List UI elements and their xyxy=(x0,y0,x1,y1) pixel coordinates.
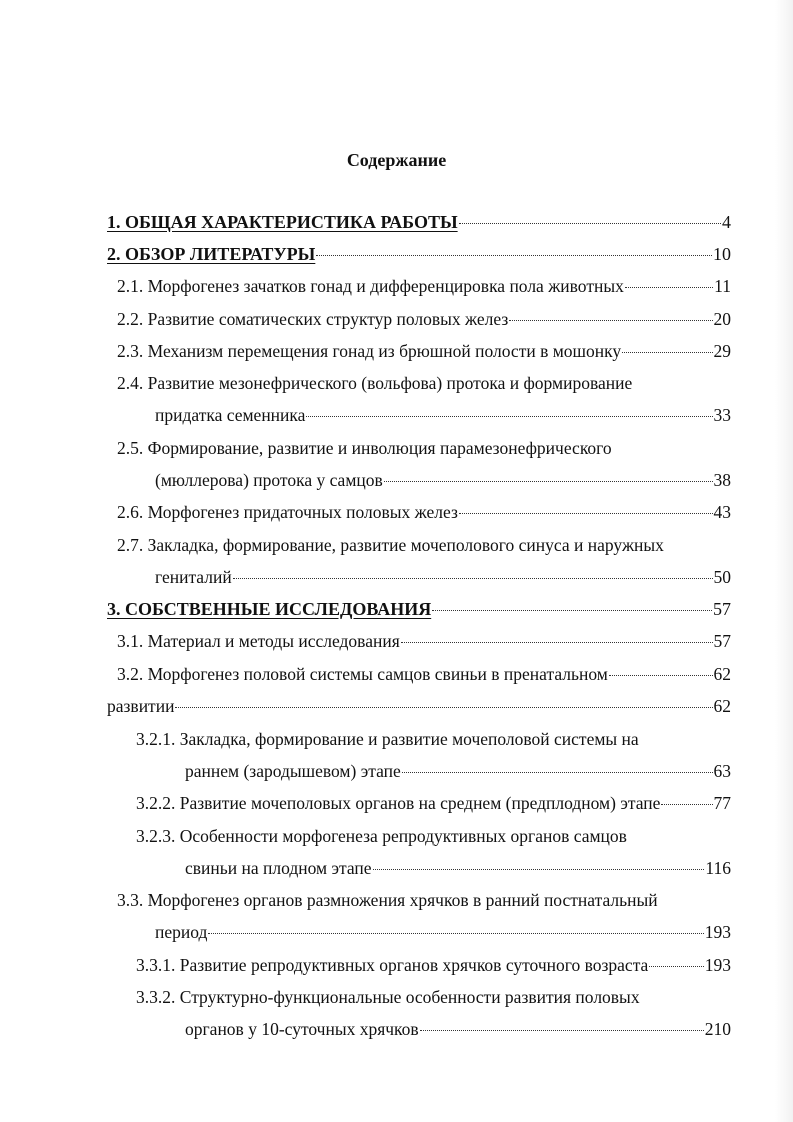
toc-entry: 2.5. Формирование, развитие и инволюция парамезонефрического xyxy=(117,438,612,458)
toc-entry: раннем (зародышевом) этапе 63 xyxy=(185,761,731,781)
toc-entry: 3.3. Морфогенез органов размножения хрячков в ранний постнатальный xyxy=(117,890,658,910)
toc-entry: 3.2.3. Особенности морфогенеза репродуктивных органов самцов xyxy=(136,826,627,846)
leader-dots xyxy=(649,966,703,967)
page-title: Содержание xyxy=(346,150,447,170)
toc-entry: органов у 10-суточных хрячков 210 xyxy=(185,1019,731,1039)
leader-dots xyxy=(432,610,712,611)
leader-dots xyxy=(208,933,703,934)
leader-dots xyxy=(175,707,712,708)
leader-dots xyxy=(622,352,712,353)
leader-dots xyxy=(306,416,712,417)
leader-dots xyxy=(384,481,713,482)
scan-edge-shadow xyxy=(775,0,793,1122)
toc-entry: развитии 62 xyxy=(107,696,731,716)
toc-entry: (мюллерова) протока у самцов 38 xyxy=(155,470,731,490)
leader-dots xyxy=(316,255,712,256)
leader-dots xyxy=(373,869,705,870)
toc-entry: 2.2. Развитие соматических структур половых желез 20 xyxy=(117,309,731,329)
leader-dots xyxy=(459,513,713,514)
toc-entry: 3.3.1. Развитие репродуктивных органов хрячков суточного возраста 193 xyxy=(136,955,731,975)
toc-entry: 2.7. Закладка, формирование, развитие мочеполового синуса и наружных xyxy=(117,535,664,555)
toc-entry: 1. ОБЩАЯ ХАРАКТЕРИСТИКА РАБОТЫ 4 xyxy=(107,212,731,232)
leader-dots xyxy=(233,578,713,579)
toc-entry: придатка семенника 33 xyxy=(155,405,731,425)
toc-entry: 2.6. Морфогенез придаточных половых желез 43 xyxy=(117,502,731,522)
leader-dots xyxy=(661,804,712,805)
leader-dots xyxy=(459,223,721,224)
toc-entry: 2. ОБЗОР ЛИТЕРАТУРЫ 10 xyxy=(107,244,731,264)
leader-dots xyxy=(402,772,713,773)
toc-entry: 2.4. Развитие мезонефрического (вольфова) протока и формирование xyxy=(117,373,633,393)
toc-entry: гениталий 50 xyxy=(155,567,731,587)
toc-entry: 2.1. Морфогенез зачатков гонад и дифференцировка пола животных 11 xyxy=(117,276,731,296)
toc-entry: 3.2. Морфогенез половой системы самцов свиньи в пренатальном 62 xyxy=(117,664,731,684)
toc-entry: свиньи на плодном этапе 116 xyxy=(185,858,731,878)
leader-dots xyxy=(509,320,712,321)
toc-entry: 3.3.2. Структурно-функциональные особенности развития половых xyxy=(136,987,640,1007)
leader-dots xyxy=(625,287,713,288)
toc-entry: 2.3. Механизм перемещения гонад из брюшной полости в мошонку 29 xyxy=(117,341,731,361)
leader-dots xyxy=(420,1030,704,1031)
leader-dots xyxy=(609,675,713,676)
leader-dots xyxy=(401,642,713,643)
toc-entry: 3.2.1. Закладка, формирование и развитие мочеполовой системы на xyxy=(136,729,639,749)
toc-entry: 3.2.2. Развитие мочеполовых органов на среднем (предплодном) этапе 77 xyxy=(136,793,731,813)
toc-entry: 3.1. Материал и методы исследования 57 xyxy=(117,631,731,651)
toc-entry: 3. СОБСТВЕННЫЕ ИССЛЕДОВАНИЯ 57 xyxy=(107,599,731,619)
toc-entry: период 193 xyxy=(155,922,731,942)
